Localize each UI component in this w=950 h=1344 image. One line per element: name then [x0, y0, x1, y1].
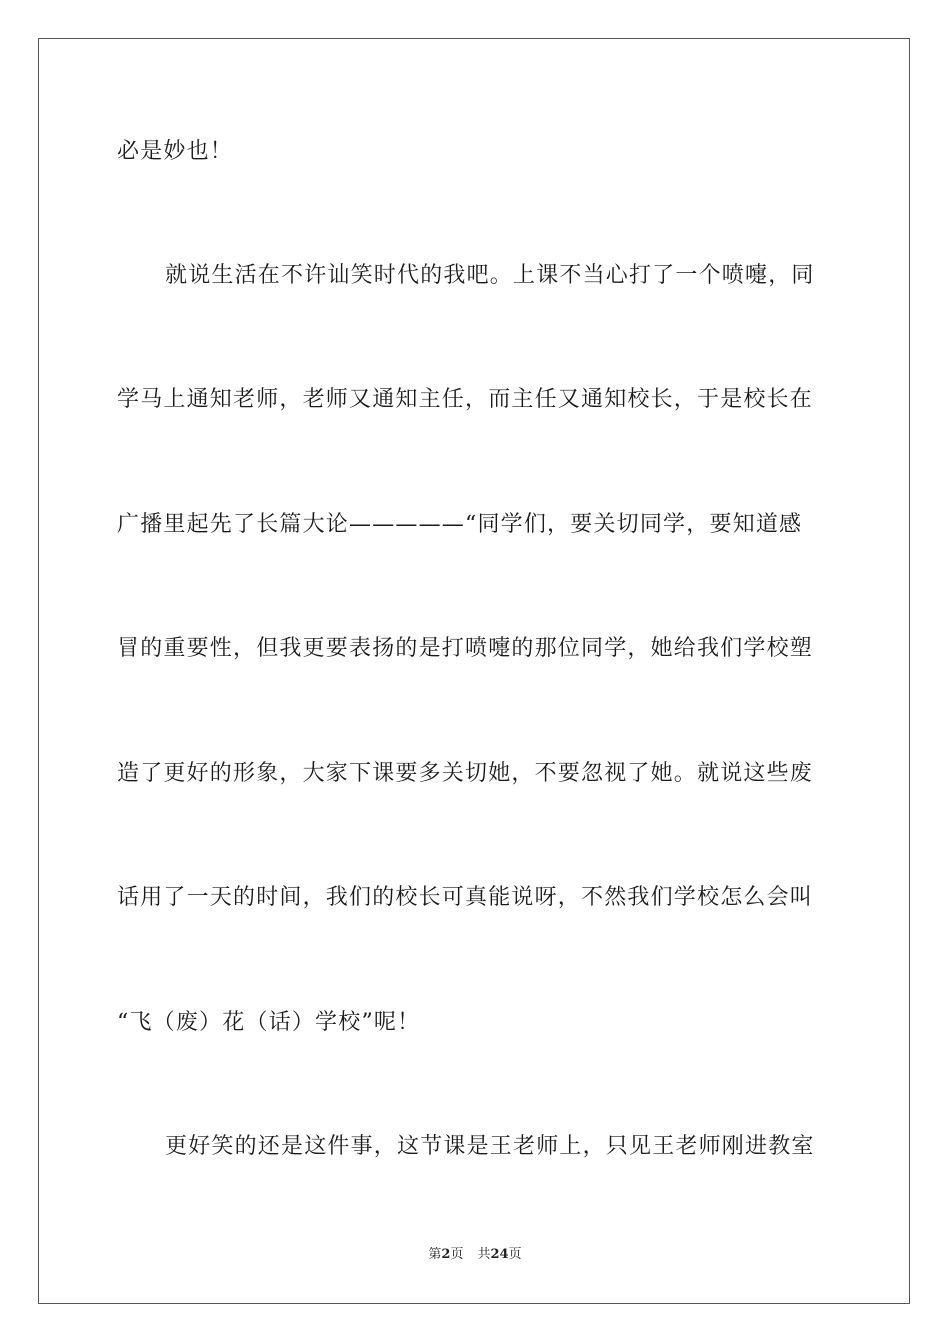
text-line-2: 就说生活在不许讪笑时代的我吧。上课不当心打了一个喷嚏，同: [165, 263, 815, 288]
text-line-3: 学马上通知老师，老师又通知主任，而主任又通知校长，于是校长在: [117, 387, 814, 412]
total-prefix: 共: [477, 1247, 491, 1262]
page-prefix: 第: [428, 1247, 442, 1262]
text-line-6: 造了更好的形象，大家下课要多关切她，不要忽视了她。就说这些废: [117, 761, 814, 786]
text-line-7: 话用了一天的时间，我们的校长可真能说呀，不然我们学校怎么会叫: [117, 885, 814, 910]
text-line-5: 冒的重要性，但我更要表扬的是打喷嚏的那位同学，她给我们学校塑: [117, 636, 814, 661]
page-suffix: 页: [450, 1247, 464, 1262]
text-line-8: “飞（废）花（话）学校”呢！: [117, 1010, 421, 1035]
page-border: [38, 38, 910, 1304]
text-line-9: 更好笑的还是这件事，这节课是王老师上，只见王老师刚进教室: [165, 1134, 815, 1159]
total-suffix: 页: [508, 1247, 522, 1262]
text-line-1: 必是妙也！: [117, 139, 234, 164]
page-number: 2: [441, 1247, 451, 1262]
page-footer: [0, 1247, 950, 1263]
text-line-4: 广播里起先了长篇大论—————“同学们，要关切同学，要知道感: [117, 512, 803, 537]
total-pages: 24: [490, 1247, 509, 1262]
